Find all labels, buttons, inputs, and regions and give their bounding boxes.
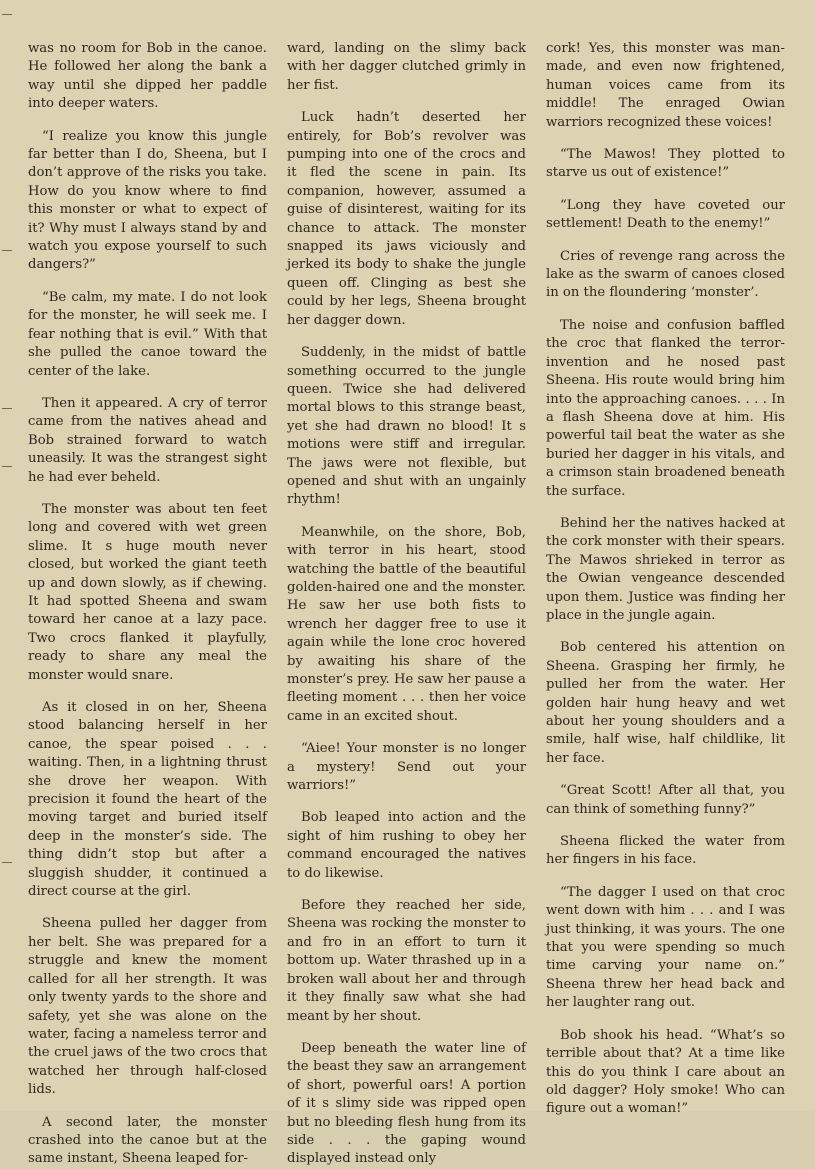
paragraph: “The Mawos! They plotted to starve us out of existence!” (546, 147, 785, 181)
paragraph: Bob shook his head. “What’s so terrible about that? At a time like this do you think I care about an old dagger? Holy smoke! Who can figure out a woman!” (546, 1027, 785, 1117)
paragraph: As it closed in on her, Sheena stood balancing herself in her canoe, the spear poised . . . waiting. Then, in a lightning thrust she drove her weapon. With precision it found the heart of the moving target and buried itself deep in the monster’s side. The thing didn’t stop but after a sluggish shudder, it continued a direct course at the girl. (28, 700, 267, 900)
paragraph: “Aiee! Your monster is no longer a mystery! Send out your warriors!” (287, 741, 526, 794)
paragraph: Then it appeared. A cry of terror came from the natives ahead and Bob strained forward to watch uneasily. It was the strangest sight he had ever beheld. (28, 395, 267, 485)
paragraph: Sheena flicked the water from her fingers in his face. (546, 834, 785, 868)
page-edge-mark (2, 466, 12, 467)
paragraph: Bob leaped into action and the sight of him rushing to obey her command encouraged the natives to do likewise. (287, 810, 526, 881)
paragraph: Bob centered his attention on Sheena. Grasping her firmly, he pulled her from the water. Her golden hair hung heavy and wet about her young shoulders and a smile, half wise, half childlike, lit her face. (546, 640, 785, 766)
paragraph: Suddenly, in the midst of battle something occurred to the jungle queen. Twice she had delivered mortal blows to this strange beast, yet she had drawn no blood! It s motions were stiff and irregular. The jaws were not flexible, but opened and shut with an ungainly rhythm! (287, 345, 526, 508)
paragraph: ward, landing on the slimy back with her dagger clutched grimly in her fist. (287, 41, 526, 93)
paragraph: The monster was about ten feet long and covered with wet green slime. It s huge mouth never closed, but worked the giant teeth up and down slowly, as if chewing. It had spotted Sheena and swam toward her canoe at a lazy pace. Two crocs flanked it playfully, ready to share any meal the monster would snare. (28, 501, 267, 683)
paragraph: Cries of revenge rang across the lake as the swarm of canoes closed in on the floundering ‘monster’. (546, 248, 785, 301)
paragraph: Behind her the natives hacked at the cork monster with their spears. The Mawos shrieked in terror as the Owian vengeance descended upon them. Justice was finding her place in the jungle again. (546, 515, 785, 623)
page-edge-mark (2, 250, 12, 251)
paragraph: “Great Scott! After all that, you can think of something funny?” (546, 783, 785, 817)
paragraph: Deep beneath the water line of the beast they saw an arrangement of short, powerful oars! A portion of it s slimy side was ripped open but no bleeding flesh hung from its side . . . the gaping wound displayed instead only (287, 1040, 526, 1167)
paragraph: Luck hadn’t deserted her entirely, for Bob’s revolver was pumping into one of the crocs and it fled the scene in pain. Its companion, however, assumed a guise of disinterest, waiting for its chance to attack. The monster snapped its jaws viciously and jerked its body to shake the jungle queen off. Clinging as best she could by her legs, Sheena brought her dagger down. (287, 110, 526, 328)
paragraph: “Be calm, my mate. I do not look for the monster, he will seek me. I fear nothing that is evil.” With that she pulled the canoe toward the center of the lake. (28, 289, 267, 379)
page-edge-mark (2, 862, 12, 863)
paragraph: Sheena pulled her dagger from her belt. She was prepared for a struggle and knew the moment called for all her strength. It was only twenty yards to the shore and safety, yet she was alone on the water, facing a nameless terror and the cruel jaws of the two crocs that watched her through half-closed lids. (28, 916, 267, 1098)
paragraph: cork! Yes, this monster was man-made, and even now frightened, human voices came from its middle! The enraged Owian warriors recognized these voices! (546, 41, 785, 130)
paragraph: “I realize you know this jungle far better than I do, Sheena, but I don’t approve of the risks you take. How do you know where to find this monster or what to expect of it? Why must I always stand by and watch you expose yourself to such dangers?” (28, 128, 267, 273)
paragraph: Before they reached her side, Sheena was rocking the monster to and fro in an effort to turn it bottom up. Water thrashed up in a broken wall about her and through it they finally saw what she had meant by her shout. (287, 898, 526, 1024)
page-edge-mark (2, 408, 12, 409)
paragraph: “Long they have coveted our settlement! Death to the enemy!” (546, 197, 785, 232)
text-column-3 (546, 40, 785, 1117)
paragraph: A second later, the monster crashed into the canoe but at the same instant, Sheena leaped for- (28, 1114, 267, 1167)
text-column-1 (28, 40, 267, 1167)
page-edge-mark (2, 14, 12, 15)
paragraph: was no room for Bob in the canoe. He followed her along the bank a way until she dipped her paddle into deeper waters. (28, 41, 267, 112)
paragraph: “The dagger I used on that croc went down with him . . . and I was just thinking, it was yours. The one that you were spending so much time carving your name on.” Sheena threw her head back and her laughter rang out. (546, 884, 785, 1011)
paragraph: Meanwhile, on the shore, Bob, with terror in his heart, stood watching the battle of the beautiful golden-haired one and the monster. He saw her use both fists to wrench her dagger free to use it again while the lone croc hovered by awaiting his share of the monster’s prey. He saw her pause a fleeting moment . . . then her voice came in an excited shout. (287, 524, 526, 724)
text-column-2 (287, 40, 526, 1167)
paragraph: The noise and confusion baffled the croc that flanked the terror-invention and he nosed past Sheena. His route would bring him into the approaching canoes. . . . In a flash Sheena dove at him. His powerful tail beat the water as she buried her dagger in his vitals, and a crimson stain broadened beneath the surface. (546, 317, 785, 499)
